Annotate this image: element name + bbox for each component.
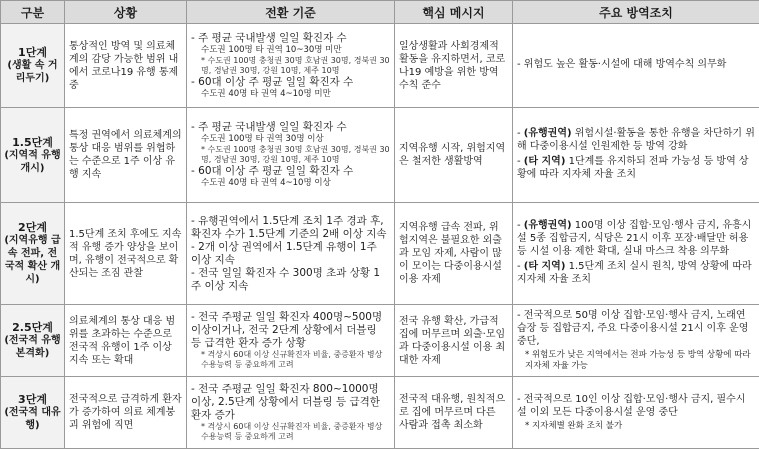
measure-text: 전국적으로 50명 이상 집합·모임·행사 금지, 노래연습장 등 집합금지, 주요 다중이용시설 21시 이후 운영 중단, <box>517 310 748 347</box>
stage-row <box>1 108 759 203</box>
criteria-item: - 주 평균 국내발생 일일 확진자 수 <box>191 121 390 134</box>
measures-cell <box>513 305 759 377</box>
criteria-list <box>191 383 390 442</box>
criteria-cell <box>187 377 395 449</box>
message-cell: 전국적 대유행, 원칙적으로 집에 머무르며 다른 사람과 접촉 최소화 <box>395 377 513 449</box>
measure-item <box>517 350 755 372</box>
criteria-cell <box>187 24 395 108</box>
message-cell: 지역유행 급속 전파, 위험지역은 불필요한 외출과 모임 자제, 사람이 많이 모이는 다중이용시설 이용 자제 <box>395 203 513 305</box>
situation-cell: 의료체계의 통상 대응 범위를 초과하는 수준으로 전국적 유행이 1주 이상 지속 또는 확대 <box>65 305 187 377</box>
measure-text: 1.5단계 조치 실시 원칙, 방역 상황에 따라 지자체 자율 조치 <box>517 261 752 285</box>
measure-region: (타 지역) <box>524 261 566 272</box>
criteria-cell <box>187 108 395 203</box>
stage-subtitle: (생활 속 거리두기) <box>3 59 62 85</box>
stage-name: 1단계 <box>18 46 47 59</box>
criteria-item: * 격상시 60대 이상 신규확진자 비율, 중증환자 병상수용능력 등 중요하게 고려 <box>191 350 390 370</box>
criteria-list <box>191 311 390 370</box>
message-cell: 지역유행 시작, 위험지역은 철저한 생활방역 <box>395 108 513 203</box>
criteria-item: - 전국 일일 확진자 수 300명 초과 상황 1주 이상 지속 <box>191 267 390 293</box>
measure-text: 100명 이상 집합·모임·행사 금지, 유흥시설 5종 집합금지, 식당은 21시 이후 포장·배달만 허용 등 시설 이용 제한 확대, 실내 마스크 착용 의무화 <box>517 220 751 257</box>
stage-cell <box>1 24 65 108</box>
stage-subtitle: (전국적 유행 본격화) <box>3 334 62 360</box>
stage-subtitle: (전국적 대유행) <box>3 406 62 432</box>
stage-cell <box>1 108 65 203</box>
measures-cell <box>513 24 759 108</box>
measure-item <box>517 155 755 181</box>
stage-name: 3단계 <box>18 393 47 406</box>
stage-row <box>1 377 759 449</box>
criteria-list <box>191 32 390 100</box>
measures-list <box>517 58 755 71</box>
criteria-item: - 60대 이상 주 평균 일일 확진자 수 <box>191 76 390 89</box>
situation-cell: 통상적인 방역 및 의료체계의 감당 가능한 범위 내에서 코로나19 유행 통제 중 <box>65 24 187 108</box>
header-message: 핵심 메시지 <box>395 1 513 24</box>
measures-cell <box>513 377 759 449</box>
measure-text: 위험도가 낮은 지역에서는 전파 가능성 등 방역 상황에 따라 지자체 자율 가능 <box>525 350 751 371</box>
criteria-item: 수도권 40명 타 권역 4~10명 미만 <box>191 89 390 100</box>
criteria-item: - 전국 주평균 일일 확진자 800~1000명 이상, 2.5단계 상황에서 더블링 등 급격한 환자 증가 <box>191 383 390 422</box>
criteria-item: - 유행권역에서 1.5단계 조치 1주 경과 후, 확진자 수가 1.5단계 기준의 2배 이상 지속 <box>191 215 390 241</box>
stage-cell <box>1 203 65 305</box>
criteria-cell <box>187 305 395 377</box>
criteria-list <box>191 121 390 189</box>
stage-cell <box>1 377 65 449</box>
criteria-item: * 수도권 100명 충청권 30명 호남권 30명, 경북권 30명, 경남권 30명, 강원 10명, 제주 10명 <box>191 56 390 76</box>
criteria-item: 수도권 100명 타 권역 30명 이상 <box>191 134 390 145</box>
measure-text: 지자체별 완화 조치 불가 <box>532 421 622 431</box>
stage-name: 1.5단계 <box>12 136 53 149</box>
stage-name: 2단계 <box>18 221 47 234</box>
stage-row <box>1 24 759 108</box>
message-cell: 전국 유행 확산, 가급적 집에 머무르며 외출·모임과 다중이용시설 이용 최대한 자제 <box>395 305 513 377</box>
header-row <box>1 1 759 24</box>
measure-text: 전국적으로 10인 이상 집합·모임·행사 금지, 필수시설 이외 모든 다중이용시설 운영 중단 <box>517 394 746 418</box>
measures-cell <box>513 203 759 305</box>
criteria-item: - 2개 이상 권역에서 1.5단계 유행이 1주 이상 지속 <box>191 241 390 267</box>
criteria-item: - 전국 주평균 일일 확진자 400명~500명 이상이거나, 전국 2단계 상황에서 더블링 등 급격한 환자 증가 상황 <box>191 311 390 350</box>
measure-item <box>517 393 755 419</box>
measure-item <box>517 309 755 348</box>
measure-text: 위험도 높은 활동·시설에 대해 방역수칙 의무화 <box>524 59 727 70</box>
measure-region: (유행권역) <box>524 128 572 139</box>
measures-list <box>517 393 755 432</box>
situation-cell: 1.5단계 조치 후에도 지속적 유행 증가 양상을 보이며, 유행이 전국적으로 확산되는 조짐 관찰 <box>65 203 187 305</box>
stage-row <box>1 305 759 377</box>
criteria-item: - 60대 이상 주 평균 일일 확진자 수 <box>191 165 390 178</box>
stage-row <box>1 203 759 305</box>
measures-cell <box>513 108 759 203</box>
measure-item <box>517 260 755 286</box>
criteria-item: - 주 평균 국내발생 일일 확진자 수 <box>191 32 390 45</box>
measures-list <box>517 219 755 286</box>
stage-subtitle: (지역유행 급속 전파, 전국적 확산 개시) <box>3 234 62 286</box>
measure-region: (유행권역) <box>524 220 572 231</box>
header-stage: 구분 <box>1 1 65 24</box>
measure-item <box>517 421 755 432</box>
header-measures: 주요 방역조치 <box>513 1 759 24</box>
header-criteria: 전환 기준 <box>187 1 395 24</box>
stage-subtitle: (지역적 유행 개시) <box>3 149 62 175</box>
measure-item <box>517 127 755 153</box>
measures-list <box>517 127 755 181</box>
stage-cell <box>1 305 65 377</box>
situation-cell: 전국적으로 급격하게 환자가 증가하여 의료 체계붕괴 위험에 직면 <box>65 377 187 449</box>
message-cell: 일상생활과 사회경제적 활동을 유지하면서, 코로나19 예방을 위한 방역수칙 준수 <box>395 24 513 108</box>
criteria-item: * 격상시 60대 이상 신규확진자 비율, 중증환자 병상수용능력 등 중요하게 고려 <box>191 422 390 442</box>
measure-item <box>517 58 755 71</box>
stage-name: 2.5단계 <box>12 321 53 334</box>
measure-text: 1단계를 유지하되 전파 가능성 등 방역 상황에 따라 지자체 자율 조치 <box>517 156 749 180</box>
measure-item <box>517 219 755 258</box>
criteria-cell <box>187 203 395 305</box>
criteria-list <box>191 215 390 293</box>
criteria-item: * 수도권 100명 충청권 30명 호남권 30명, 경북권 30명, 경남권 30명, 강원 10명, 제주 10명 <box>191 145 390 165</box>
situation-cell: 특정 권역에서 의료체계의 통상 대응 범위를 위협하는 수준으로 1주 이상 유행 지속 <box>65 108 187 203</box>
header-situation: 상황 <box>65 1 187 24</box>
measure-region: (타 지역) <box>524 156 566 167</box>
criteria-item: 수도권 100명 타 권역 10~30명 미만 <box>191 45 390 56</box>
measures-list <box>517 309 755 372</box>
measure-text: 위험시설·활동을 통한 유행을 차단하기 위해 다중이용시설 인원제한 등 방역 강화 <box>517 128 755 152</box>
criteria-item: 수도권 40명 타 권역 4~10명 이상 <box>191 178 390 189</box>
